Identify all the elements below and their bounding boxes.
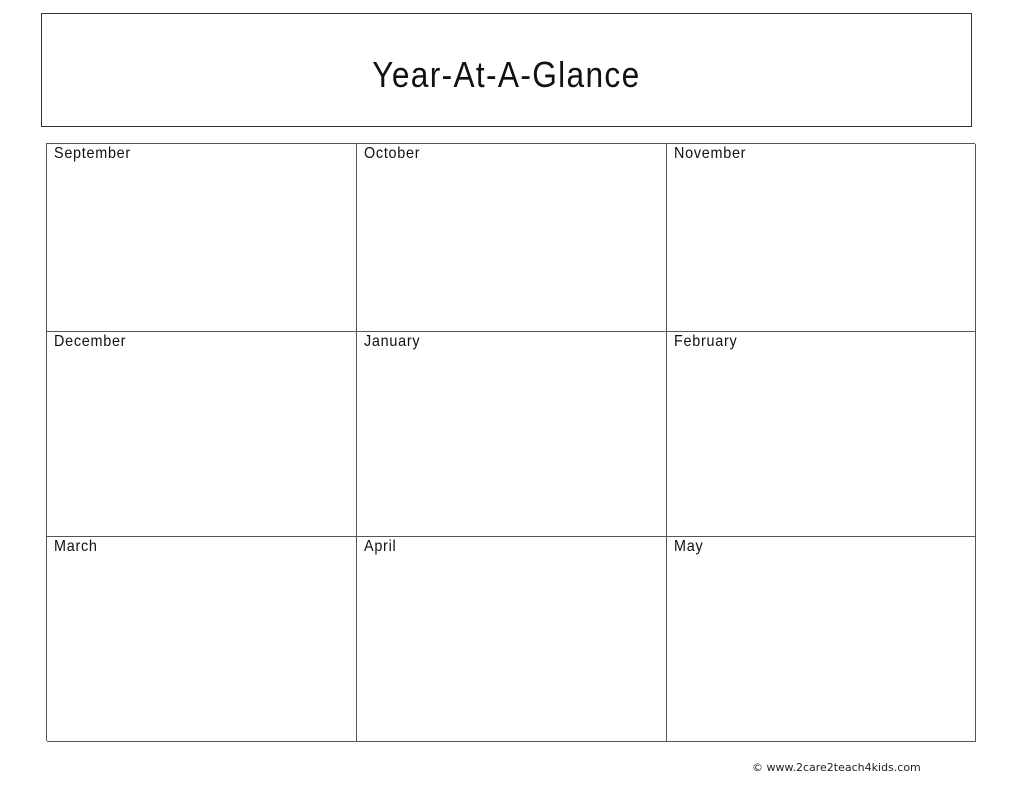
month-label: February xyxy=(674,333,738,350)
page-title: Year-At-A-Glance xyxy=(372,54,641,95)
month-label: November xyxy=(674,145,747,162)
month-cell-october[interactable] xyxy=(357,144,667,332)
title-box xyxy=(41,13,972,127)
month-cell-february[interactable] xyxy=(667,332,976,537)
month-cell-november[interactable] xyxy=(667,144,976,332)
month-label: April xyxy=(364,538,397,555)
month-label: October xyxy=(364,145,421,162)
month-label: January xyxy=(364,333,421,350)
month-label: March xyxy=(54,538,98,555)
copyright-footer: © www.2care2teach4kids.com xyxy=(752,761,921,774)
month-label: May xyxy=(674,538,704,555)
month-cell-may[interactable] xyxy=(667,537,976,742)
month-label: September xyxy=(54,145,131,162)
month-cell-september[interactable] xyxy=(47,144,357,332)
month-cell-january[interactable] xyxy=(357,332,667,537)
month-label: December xyxy=(54,333,127,350)
month-cell-march[interactable] xyxy=(47,537,357,742)
month-cell-december[interactable] xyxy=(47,332,357,537)
month-cell-april[interactable] xyxy=(357,537,667,742)
months-grid xyxy=(46,143,975,741)
